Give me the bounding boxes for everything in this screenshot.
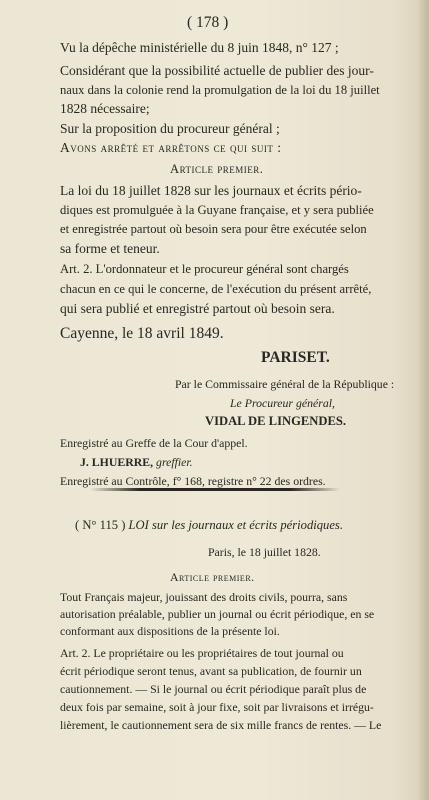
greffier-signature [80,455,193,470]
proposition-line: Sur la proposition du procureur général ; [60,121,280,136]
signer-name: PARISET. [261,349,330,366]
loi-article2-line-2: écrit périodique seront tenus, avant sa publication, de fournir un [60,664,362,678]
article-premier-heading: Article premier. [170,162,264,176]
page-gutter-shadow [417,0,429,800]
article1-line-3: et enregistrée partout où besoin sera pour être exécutée selon [60,222,367,236]
loi-article-premier-heading: Article premier. [170,570,255,584]
loi-article1-line-2: autorisation préalable, publier un journal ou écrit périodique, en se [60,607,375,621]
article2-line-2: chacun en ce qui le concerne, de l'exécution du présent arrêté, [60,282,372,296]
article2-line-3: qui sera publié et enregistré partout où besoin sera. [60,301,335,316]
article1-line-2: diques est promulguée à la Guyane française, et y sera publiée [60,203,374,217]
article1-line-1: La loi du 18 juillet 1828 sur les journaux et écrits pério- [60,183,362,198]
loi-article2-line-1: Art. 2. Le propriétaire ou les propriétaires de tout journal ou [60,646,344,660]
loi-header [75,518,343,533]
considerant-line-2: naux dans la colonie rend la promulgation de la loi du 18 juillet [60,83,380,97]
considerant-line-3: 1828 nécessaire; [60,101,150,116]
loi-article2-line-4: deux fois par semaine, soit à jour fixe, soit par livraisons et irrégu- [60,700,374,714]
greffier-title: greffier. [156,455,193,469]
loi-title: LOI sur les journaux et écrits périodiques. [128,518,343,532]
loi-number: ( N° 115 ) [75,518,126,532]
article1-line-4: sa forme et teneur. [60,241,160,256]
considerant-line-1: Considérant que la possibilité actuelle de publier des jour- [60,63,374,78]
greffier-name: J. LHUERRE, [80,455,154,469]
greffe-registration: Enregistré au Greffe de la Cour d'appel. [60,436,248,450]
page-number: ( 178 ) [187,14,229,31]
procureur-name: VIDAL DE LINGENDES. [205,414,347,428]
procureur-title: Le Procureur général, [230,396,335,410]
article2-line-1: Art. 2. L'ordonnateur et le procureur général sont chargés [60,262,349,276]
loi-article1-line-3: conformant aux dispositions de la présente loi. [60,624,280,638]
loi-article2-line-3: cautionnement. — Si le journal ou écrit périodique paraît plus de [60,682,367,696]
decree-visa-line: Vu la dépêche ministérielle du 8 juin 1848, n° 127 ; [60,40,339,55]
loi-article1-line-1: Tout Français majeur, jouissant des droits civils, pourra, sans [60,590,348,604]
section-divider-rule [90,488,340,491]
loi-date: Paris, le 18 juillet 1828. [208,545,321,559]
controle-registration: Enregistré au Contrôle, f° 168, registre n° 22 des ordres. [60,474,326,488]
decree-date: Cayenne, le 18 avril 1849. [60,325,224,342]
arrete-line: Avons arrêté et arrêtons ce qui suit : [60,140,282,155]
par-le-commissaire: Par le Commissaire général de la République : [175,377,395,391]
loi-article2-line-5: lièrement, le cautionnement sera de six mille francs de rentes. — Le [60,718,382,732]
